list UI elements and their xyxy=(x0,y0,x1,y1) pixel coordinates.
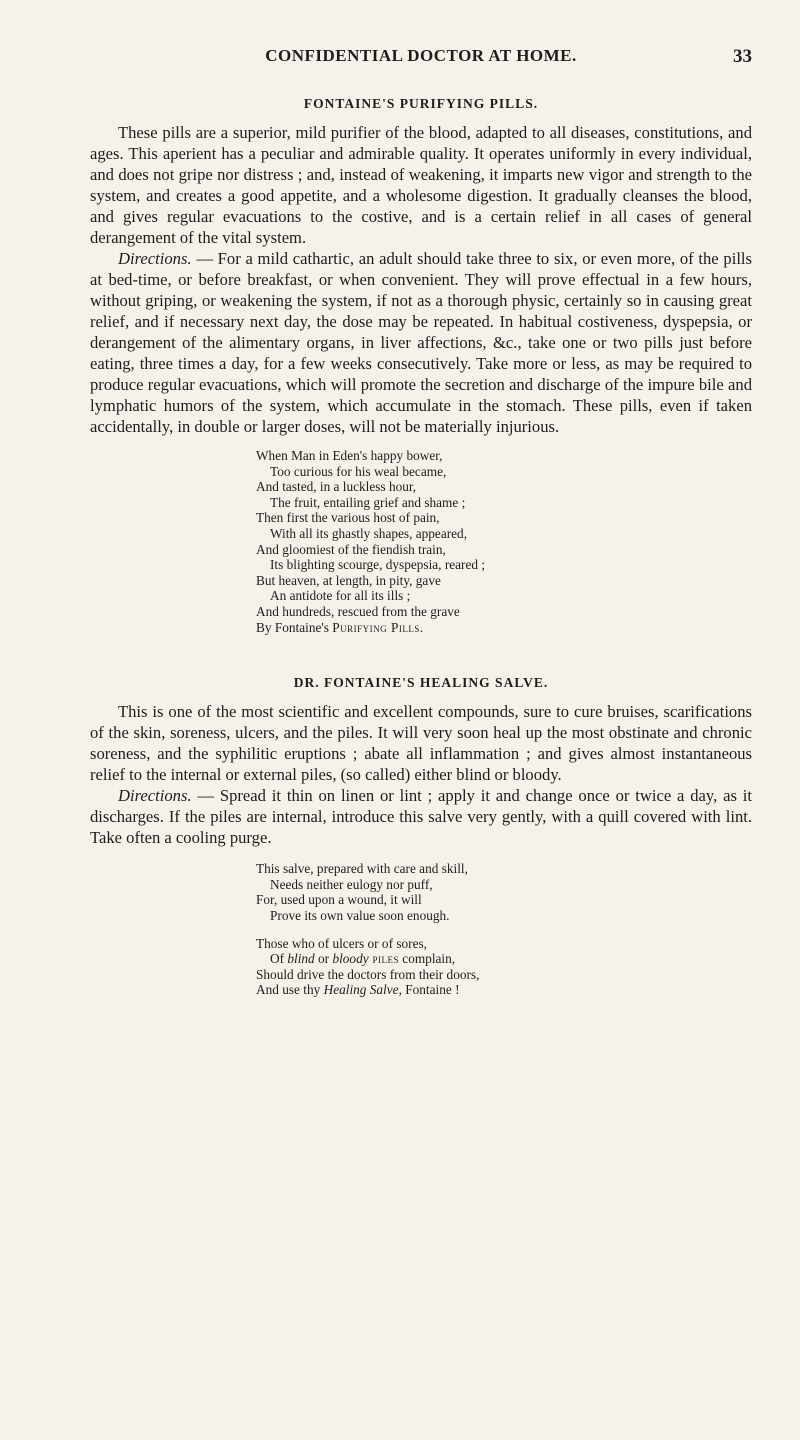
page-number: 33 xyxy=(733,46,752,67)
running-title: CONFIDENTIAL DOCTOR AT HOME. xyxy=(265,46,577,65)
pills-verse-line xyxy=(256,542,752,558)
verse-text: For, used upon a wound, it will xyxy=(256,892,422,908)
verse-text: or xyxy=(314,951,333,967)
salve-intro-paragraph: This is one of the most scientific and excellent compounds, sure to cure bruises, scarifications of the skin, soreness, ulcers, and the piles. It will very soon heal up the most obstinate and chronic soreness, and the syphilitic eruptions ; abate all inflammation ; and gives almost instantaneous relief to the internal or external piles, (so called) either blind or bloody. xyxy=(90,702,752,785)
verse-text: Too curious for his weal became, xyxy=(270,463,447,479)
pills-verse xyxy=(256,448,752,635)
pills-verse-line xyxy=(256,464,752,480)
pills-intro-paragraph: These pills are a superior, mild purifier of the blood, adapted to all diseases, constitutions, and ages. This aperient has a peculiar and admirable quality. It operates uniformly in every individual, and does not gripe nor distress ; and, instead of weakening, it imparts new vigor and strength to the system, and creates a good appetite, and a wholesome digestion. It gradually cleanses the blood, and gives regular evacuations to the costive, and is a certain relief in all cases of general derangement of the vital system. xyxy=(90,123,752,247)
pills-verse-line xyxy=(256,573,752,589)
section-gap xyxy=(90,635,752,675)
verse-text: When Man in Eden's happy bower, xyxy=(256,448,443,463)
stanza-gap xyxy=(256,924,752,936)
verse-text: With all its ghastly shapes, appeared, xyxy=(270,525,468,541)
verse-text: complain, xyxy=(398,951,456,967)
verse-text: , Fontaine ! xyxy=(398,982,460,998)
salve-verse xyxy=(256,861,752,998)
salve-heading: DR. FONTAINE'S HEALING SALVE. xyxy=(293,675,549,691)
running-head xyxy=(90,46,752,70)
verse-text: Its blighting scourge, dyspepsia, reared ; xyxy=(270,557,486,573)
verse-text: And use thy xyxy=(256,982,324,998)
pills-verse-line xyxy=(256,604,752,620)
salve-verse-line xyxy=(256,967,752,983)
verse-text: Prove its own value soon enough. xyxy=(270,907,450,923)
verse-text: An antidote for all its ills ; xyxy=(270,588,411,604)
salve-verse-line xyxy=(256,936,752,952)
verse-italic: blind xyxy=(287,951,315,967)
product-name-caps: Purifying Pills. xyxy=(332,619,424,635)
verse-text: By Fontaine's xyxy=(256,619,333,635)
salve-verse-line xyxy=(256,861,752,877)
salve-directions-label: Directions. xyxy=(118,786,192,806)
pills-directions-paragraph xyxy=(90,248,752,437)
pills-directions-label: Directions. xyxy=(118,249,192,268)
salve-verse-line xyxy=(256,908,752,924)
verse-text: Should drive the doctors from their doors, xyxy=(256,966,480,982)
salve-directions-text: — Spread it thin on linen or lint ; apply it and change once or twice a day, as it discharges. If the piles are internal, introduce this salve very gently, with a quill covered with lint. Take often a cooling purge. xyxy=(90,786,752,848)
pills-verse-line xyxy=(256,526,752,542)
salve-verse-line xyxy=(256,982,752,998)
pills-verse-line xyxy=(256,495,752,511)
verse-italic: bloody xyxy=(332,951,369,967)
pills-verse-line xyxy=(256,588,752,604)
verse-small-caps: piles xyxy=(368,951,399,967)
pills-verse-line xyxy=(256,510,752,526)
pills-verse-line xyxy=(256,448,752,464)
salve-verse-line xyxy=(256,892,752,908)
pills-verse-line xyxy=(256,479,752,495)
verse-text: Needs neither eulogy nor puff, xyxy=(270,876,433,892)
pills-verse-line xyxy=(256,557,752,573)
verse-italic: Healing Salve xyxy=(323,982,399,998)
salve-verse-line xyxy=(256,951,752,967)
verse-text: The fruit, entailing grief and shame ; xyxy=(270,494,466,510)
verse-text: But heaven, at length, in pity, gave xyxy=(256,572,441,588)
verse-text: Of xyxy=(270,951,288,967)
verse-text: And hundreds, rescued from the grave xyxy=(256,603,460,619)
salve-verse-line xyxy=(256,877,752,893)
verse-text: And tasted, in a luckless hour, xyxy=(256,479,417,495)
pills-heading: FONTAINE'S PURIFYING PILLS. xyxy=(303,96,539,111)
verse-text: Then first the various host of pain, xyxy=(256,510,440,526)
salve-directions-paragraph xyxy=(90,785,752,848)
pills-directions-text: — For a mild cathartic, an adult should take three to six, or even more, of the pills at bed-time, or before breakfast, or when convenient. They will prove effectual in a few hours, without griping, or weakening the system, if not as a thorough physic, certainly so in causing great relief, and if necessary next day, the dose may be repeated. In habitual costiveness, dyspepsia, or derangement of the alimentary organs, in liver affections, &c., take one or two pills just before eating, three times a day, for a few weeks consecutively. Take more or less, as may be required to produce regular evacuations, which will promote the secretion and discharge of the impure bile and lymphatic humors of the system, which accumulate in the stomach. These pills, even if taken accidentally, in double or larger doses, will not be materially injurious. xyxy=(90,249,752,436)
verse-text: And gloomiest of the fiendish train, xyxy=(256,541,446,557)
verse-text: Those who of ulcers or of sores, xyxy=(256,935,427,951)
verse-text: This salve, prepared with care and skill, xyxy=(256,861,468,877)
page-content xyxy=(90,96,752,998)
pills-verse-last-line xyxy=(256,620,752,636)
